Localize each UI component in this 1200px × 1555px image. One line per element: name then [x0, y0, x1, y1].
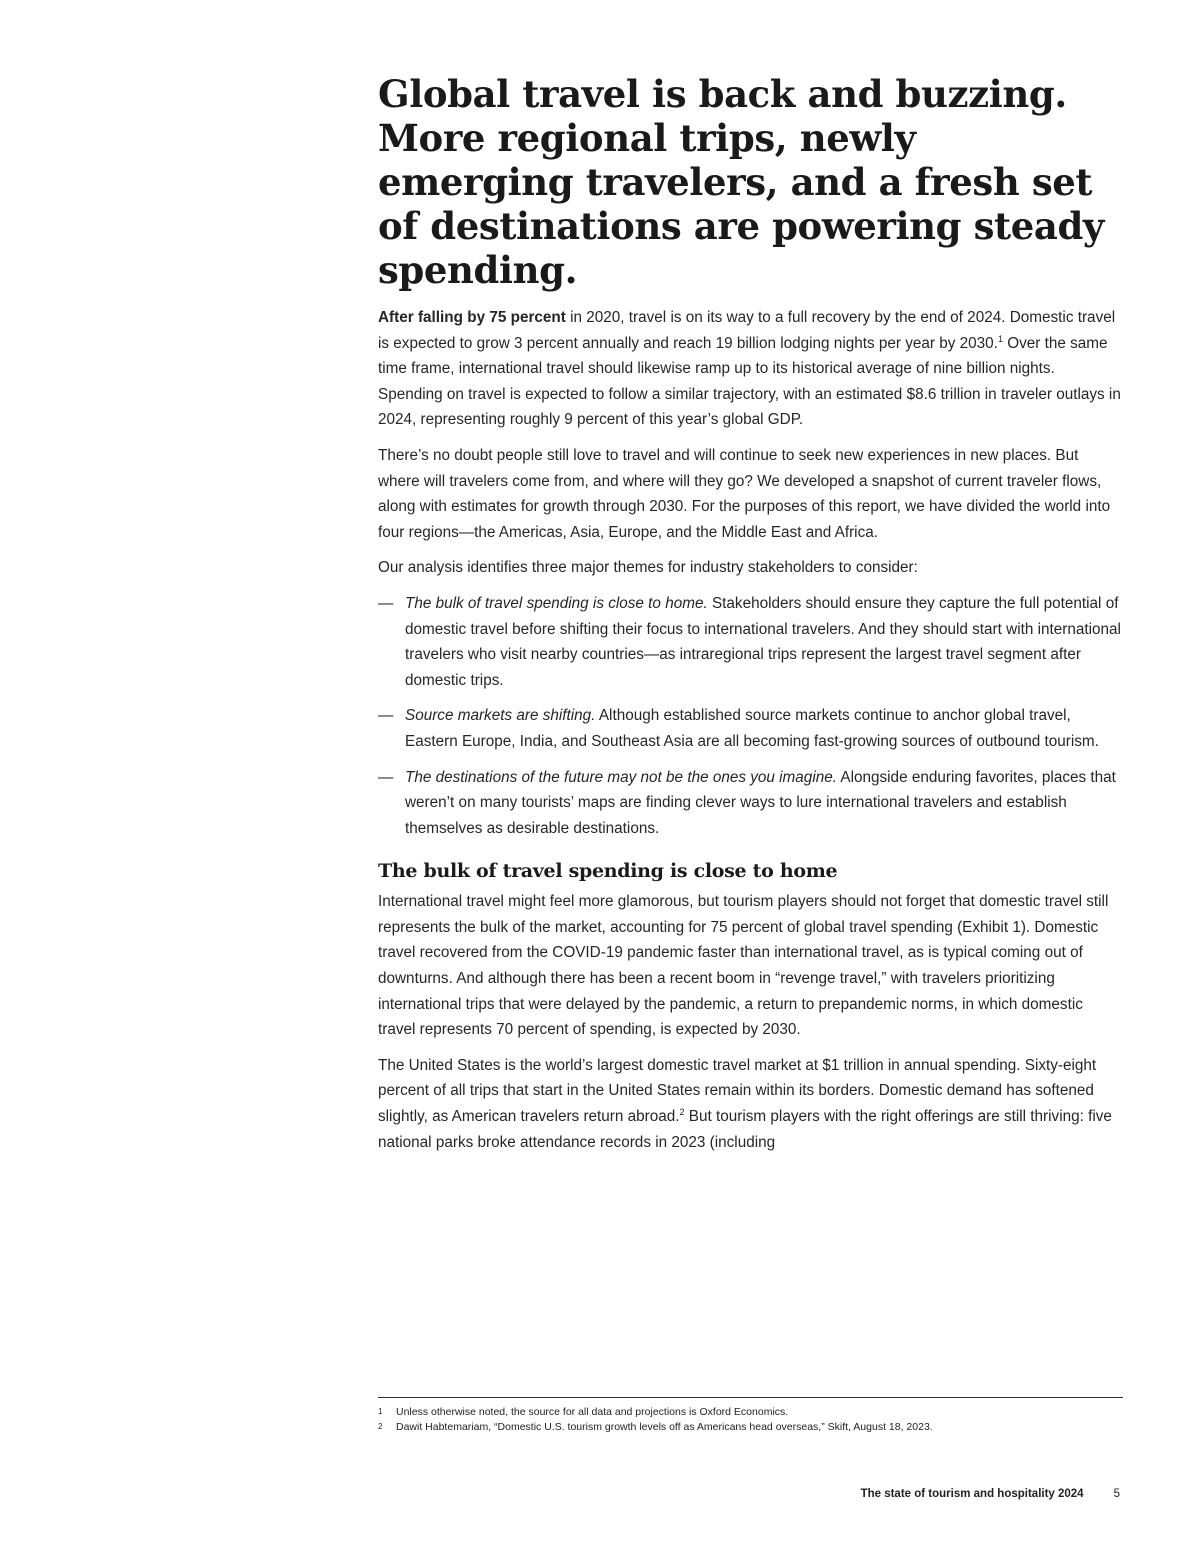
footnotes: [378, 1397, 1123, 1435]
intro-lead: After falling by 75 percent: [378, 309, 566, 326]
theme-text: Stakeholders should ensure they capture the full potential of domestic travel before shifting their focus to international travelers. And they should start with international travelers who visit nearby countries—as intraregional trips represent the largest travel segment after domestic trips.: [405, 594, 1121, 689]
footnote-text: Unless otherwise noted, the source for all data and projections is Oxford Economics.: [396, 1406, 789, 1418]
theme-item: [378, 591, 1123, 693]
footnote-number: 1: [378, 1407, 383, 1416]
section-text: The United States is the world’s largest domestic travel market at $1 trillion in annual spending. Sixty-eight percent of all trips that start in the United States remain within its borders. Domestic demand has softened slightly, as American travelers return abroad.: [378, 1056, 1097, 1126]
report-title: The state of tourism and hospitality 2024: [860, 1488, 1084, 1500]
intro-text: in 2020, travel is on its way to a full recovery by the end of 2024. Domestic travel is expected to grow 3 percent annually and reach 19 billion lodging nights per year by 2030.: [378, 309, 1116, 352]
article-body: [378, 305, 1123, 1165]
section-paragraph-us: [378, 1053, 1123, 1155]
paragraph-flows: There’s no doubt people still love to travel and will continue to seek new experiences in new places. But where will travelers come from, and where will they go? We developed a snapshot of current traveler flows, along with estimates for growth through 2030. For the purposes of this report, we have divided the world into four regions—the Americas, Asia, Europe, and the Middle East and Africa.: [378, 446, 1111, 541]
theme-title: The bulk of travel spending is close to home.: [405, 594, 708, 612]
footnote: [378, 1405, 1123, 1420]
intro-paragraph: [378, 305, 1123, 433]
theme-text: Although established source markets continue to anchor global travel, Eastern Europe, India, and Southeast Asia are all becoming fast-growing sources of outbound tourism.: [405, 707, 1099, 750]
section-text-continued: But tourism players with the right offerings are still thriving: five national parks broke attendance records in 2023 (including: [378, 1108, 1112, 1151]
dash-bullet: —: [378, 594, 394, 612]
page-number: 5: [1113, 1488, 1120, 1500]
theme-item: [378, 765, 1123, 842]
footnote-ref[interactable]: 2: [679, 1107, 685, 1118]
section-heading: The bulk of travel spending is close to home: [378, 860, 838, 883]
page-footer: [861, 1488, 1120, 1500]
footnote-ref[interactable]: 1: [997, 333, 1003, 344]
theme-item: [378, 703, 1123, 754]
footnote: [378, 1420, 1123, 1435]
dash-bullet: —: [378, 768, 394, 786]
intro-text-continued: Over the same time frame, international travel should likewise ramp up to its historical average of nine billion nights. Spending on travel is expected to follow a similar trajectory, with an estimated $8.6 trillion in traveler outlays in 2024, representing roughly 9 percent of this year’s global GDP.: [378, 334, 1121, 429]
section-paragraph: International travel might feel more glamorous, but tourism players should not forget that domestic travel still represents the bulk of the market, accounting for 75 percent of global travel spending (Exhibit 1). Domestic travel recovered from the COVID-19 pandemic faster than international travel, as is typical coming out of downturns. And although there has been a recent boom in “revenge travel,” with travelers prioritizing international trips that were delayed by the pandemic, a return to prepandemic norms, in which domestic travel represents 70 percent of spending, is expected by 2030.: [378, 893, 1109, 1039]
footnote-text: Dawit Habtemariam, “Domestic U.S. tourism growth levels off as Americans head overseas,” Skift, August 18, 2023.: [396, 1421, 933, 1433]
theme-title: Source markets are shifting.: [405, 707, 596, 725]
paragraph-themes-intro: Our analysis identifies three major themes for industry stakeholders to consider:: [378, 559, 918, 577]
theme-title: The destinations of the future may not be the ones you imagine.: [405, 768, 837, 786]
headline: Global travel is back and buzzing. More regional trips, newly emerging travelers, and a fresh set of destinations are powering steady spending.: [378, 72, 1105, 292]
themes-list: [378, 591, 1123, 841]
dash-bullet: —: [378, 707, 394, 725]
theme-text: Alongside enduring favorites, places that weren’t on many tourists’ maps are finding clever ways to lure international travelers and establish themselves as desirable destinations.: [405, 768, 1116, 837]
footnote-number: 2: [378, 1422, 383, 1431]
